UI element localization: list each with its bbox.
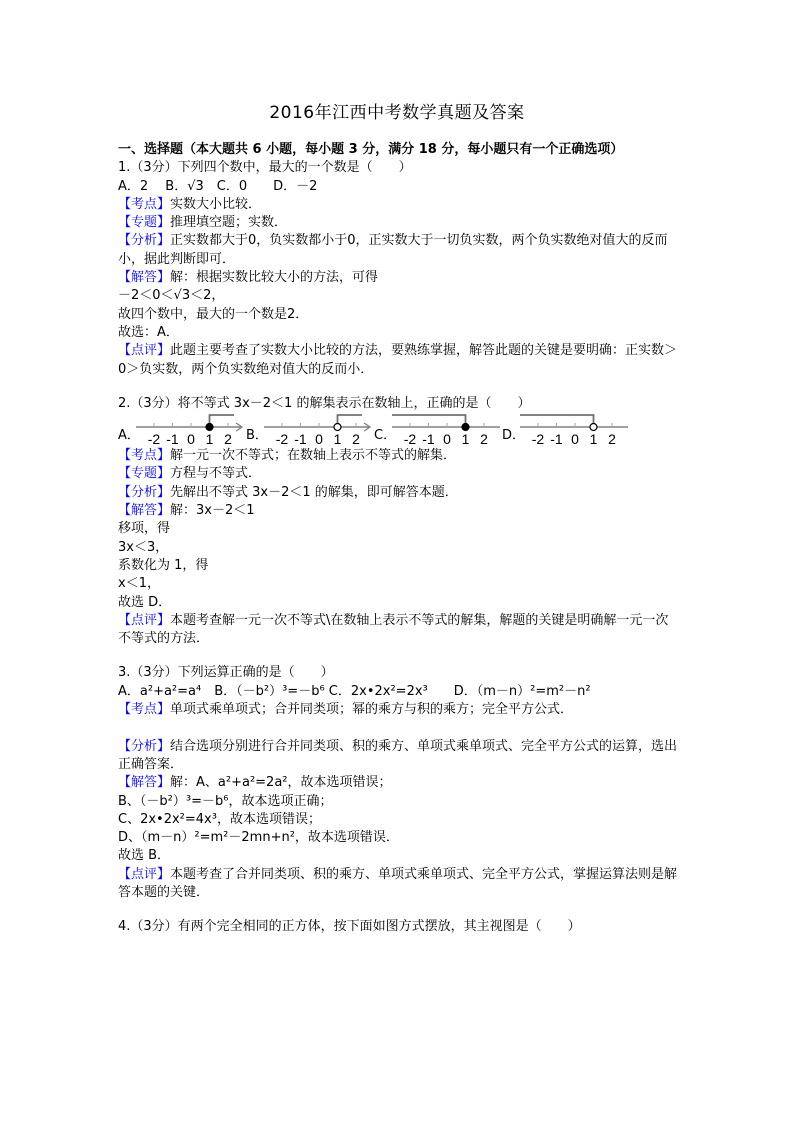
annotated-line (118, 447, 680, 465)
question-gap (118, 648, 680, 664)
annotation-text: 推理填空题；实数． (170, 215, 288, 231)
annotation-text: 先解出不等式 3x－2＜1 的解集，即可解答本题． (170, 484, 458, 500)
annotation-tag: 【解答】 (118, 775, 171, 791)
annotated-line (118, 738, 680, 775)
text-line: D、（m－n）²=m²－2mn+n²，故本选项错误． (118, 830, 399, 846)
text-line: 移项，得 (118, 521, 171, 537)
annotation-tag: 【考点】 (118, 448, 171, 464)
annotation-text: 方程与不等式． (170, 466, 262, 482)
annotated-line (118, 196, 680, 214)
text-line: 4.（3分）有两个完全相同的正方体，按下面如图方式摆放，其主视图是（ ） (118, 919, 581, 935)
number-line-options (118, 413, 680, 447)
annotated-line (118, 465, 680, 483)
annotation-text: 解：3x－2＜1 (170, 503, 255, 519)
text-line: 3.（3分）下列运算正确的是（ ） (118, 665, 334, 681)
text-line: 故选：A． (118, 324, 179, 340)
tick-label: 2 (224, 431, 232, 448)
tick-label: 0 (187, 431, 195, 448)
text-line: 3x＜3， (118, 539, 169, 555)
annotated-line (118, 214, 680, 232)
annotated-line (118, 866, 680, 903)
text-line: －2＜0＜√3＜2， (118, 288, 225, 304)
tick-label: -2 (147, 431, 161, 448)
annotated-line (118, 342, 680, 379)
text-line: 故四个数中，最大的一个数是2． (118, 306, 309, 322)
tick-label: 1 (205, 431, 214, 448)
text-line: 2.（3分）将不等式 3x－2＜1 的解集表示在数轴上，正确的是（ ） (118, 395, 531, 411)
tick-label: 2 (480, 431, 488, 448)
closed-point (206, 424, 213, 431)
tick-label: 0 (571, 431, 579, 448)
annotation-text: 本题考查了合并同类项、积的乘方、单项式乘单项式、完全平方公式，掌握运算法则是解答本题的关键． (118, 866, 678, 900)
text-line: 1.（3分）下列四个数中，最大的一个数是（ ） (118, 160, 412, 176)
text-line: C、2x•2x²=4x³，故本选项错误； (118, 811, 321, 827)
annotation-text: 解：根据实数比较大小的方法，可得 (170, 270, 379, 286)
tick-label: 2 (608, 431, 616, 448)
number-line (390, 413, 502, 447)
annotation-tag: 【点评】 (118, 866, 171, 882)
tick-label: -1 (422, 431, 435, 448)
option-label: A． (118, 427, 140, 443)
annotated-line (118, 232, 680, 269)
annotation-text: 实数大小比较． (170, 196, 262, 212)
document-body (118, 141, 680, 937)
annotation-text: 结合选项分别进行合并同类项、积的乘方、单项式乘单项式、完全平方公式的运算，选出正确答案． (118, 738, 678, 772)
text-line: 故选 D． (118, 594, 172, 610)
text-line: 故选 B． (118, 848, 171, 864)
annotation-tag: 【分析】 (118, 233, 171, 249)
annotation-tag: 【分析】 (118, 484, 171, 500)
option-label: D． (502, 427, 526, 443)
annotated-line (118, 484, 680, 502)
document-title: 2016年江西中考数学真题及答案 (269, 103, 525, 123)
annotation-tag: 【专题】 (118, 466, 171, 482)
tick-label: 1 (589, 431, 598, 448)
number-line (134, 413, 246, 447)
annotation-tag: 【点评】 (118, 612, 171, 628)
tick-label: -1 (294, 431, 307, 448)
text-line: 系数化为 1，得 (118, 557, 209, 573)
open-point (590, 424, 597, 431)
section-heading: 一、选择题（本大题共 6 小题，每小题 3 分，满分 18 分，每小题只有一个正确选项） (118, 142, 624, 157)
blank-line (118, 719, 680, 737)
text-line: x＜1， (118, 576, 160, 592)
tick-label: -1 (550, 431, 563, 448)
annotation-text: 解一元一次不等式；在数轴上表示不等式的解集． (170, 448, 457, 464)
tick-label: -2 (275, 431, 289, 448)
annotation-tag: 【考点】 (118, 702, 171, 718)
tick-label: 0 (443, 431, 451, 448)
annotated-line (118, 502, 680, 520)
tick-label: -2 (403, 431, 417, 448)
annotated-line (118, 612, 680, 649)
number-line (262, 413, 374, 447)
tick-label: 1 (461, 431, 470, 448)
annotated-line (118, 269, 680, 287)
annotation-tag: 【考点】 (118, 196, 171, 212)
tick-label: -2 (531, 431, 545, 448)
text-line: B、（－b²）³=－b⁶，故本选项正确； (118, 793, 333, 809)
annotation-text: 正实数都大于0，负实数都小于0，正实数大于一切负实数，两个负实数绝对值大的反而小，据此判断即可． (118, 233, 668, 267)
open-point (334, 424, 341, 431)
annotated-line (118, 774, 680, 792)
annotation-text: 本题考查解一元一次不等式\在数轴上表示不等式的解集，解题的关键是明确解一元一次不等式的方法． (118, 612, 669, 647)
annotation-tag: 【解答】 (118, 270, 171, 286)
annotation-text: 单项式乘单项式；合并同类项；幂的乘方与积的乘方；完全平方公式． (170, 702, 574, 718)
closed-point (462, 424, 469, 431)
text-line: A．a²+a²=a⁴ B．（－b²）³=－b⁶ C．2x•2x²=2x³ D．（m－n）²=m²－n² (118, 683, 591, 699)
annotation-tag: 【分析】 (118, 738, 171, 754)
option-label: C． (374, 427, 397, 443)
option-label: B． (246, 427, 268, 443)
annotation-tag: 【解答】 (118, 503, 171, 519)
tick-label: 1 (333, 431, 342, 448)
annotation-tag: 【专题】 (118, 215, 171, 231)
tick-label: 0 (315, 431, 323, 448)
tick-label: 2 (352, 431, 360, 448)
annotated-line (118, 701, 680, 719)
number-line (518, 413, 630, 447)
question-gap (118, 379, 680, 395)
annotation-text: 解：A、a²+a²=2a²，故本选项错误； (170, 775, 392, 791)
annotation-text: 此题主要考查了实数大小比较的方法，要熟练掌握，解答此题的关键是要明确：正实数＞0＞负实数，两个负实数绝对值大的反而小． (118, 343, 678, 377)
annotation-tag: 【点评】 (118, 343, 171, 359)
tick-label: -1 (166, 431, 179, 448)
question-gap (118, 902, 680, 918)
text-line: A．2 B．√3 C．0 D．－2 (118, 178, 318, 194)
